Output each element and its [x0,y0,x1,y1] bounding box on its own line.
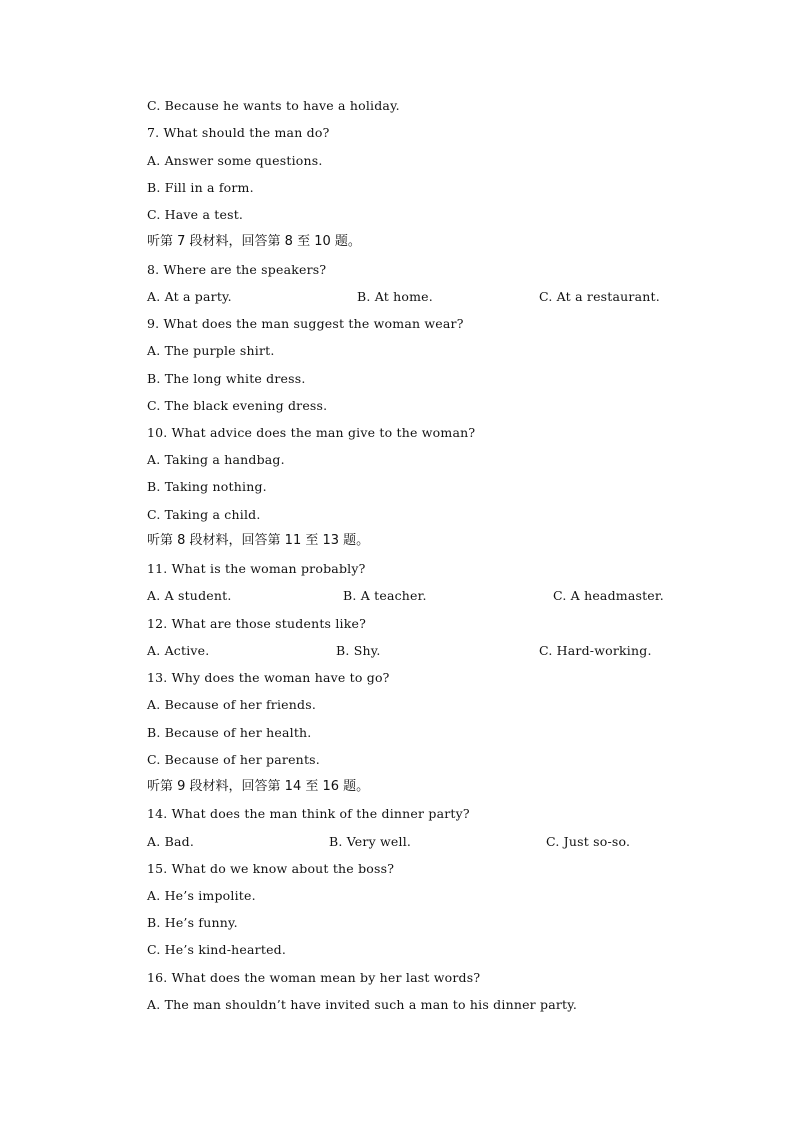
q12-option-c: C. Hard-working. [539,643,652,658]
q15-option-b: B. He’s funny. [147,915,238,930]
q16-option-a: A. The man shouldn’t have invited such a man to his dinner party. [147,997,578,1012]
question-8: 8. Where are the speakers? [147,262,327,277]
q9-option-c: C. The black evening dress. [147,398,328,413]
q14-option-c: C. Just so-so. [546,834,631,849]
question-13: 13. Why does the woman have to go? [147,670,390,685]
q12-option-a: A. Active. [147,643,210,658]
q13-option-c: C. Because of her parents. [147,752,320,767]
q13-option-a: A. Because of her friends. [147,697,317,712]
section-heading-8: 听第 8 段材料，回答第 11 至 13 题。 [147,533,370,548]
q15-option-c: C. He’s kind-hearted. [147,942,287,957]
question-15: 15. What do we know about the boss? [147,861,395,876]
question-16: 16. What does the woman mean by her last words? [147,970,481,985]
q14-option-a: A. Bad. [147,834,194,849]
q10-option-c: C. Taking a child. [147,507,261,522]
q15-option-a: A. He’s impolite. [147,888,256,903]
q11-option-b: B. A teacher. [343,588,427,603]
q7-option-a: A. Answer some questions. [147,153,323,168]
section-heading-9: 听第 9 段材料，回答第 14 至 16 题。 [147,779,370,794]
q8-option-c: C. At a restaurant. [539,289,660,304]
question-14: 14. What does the man think of the dinner party? [147,806,470,821]
q9-option-a: A. The purple shirt. [147,343,275,358]
q7-option-b: B. Fill in a form. [147,180,254,195]
q11-option-a: A. A student. [147,588,232,603]
q8-option-b: B. At home. [357,289,433,304]
q12-option-b: B. Shy. [336,643,381,658]
q10-option-b: B. Taking nothing. [147,479,267,494]
section-heading-7: 听第 7 段材料，回答第 8 至 10 题。 [147,234,361,249]
question-12: 12. What are those students like? [147,616,367,631]
q7-option-c: C. Have a test. [147,207,244,222]
question-7: 7. What should the man do? [147,125,330,140]
q6-option-c: C. Because he wants to have a holiday. [147,98,400,113]
question-10: 10. What advice does the man give to the woman? [147,425,476,440]
question-11: 11. What is the woman probably? [147,561,366,576]
q13-option-b: B. Because of her health. [147,725,312,740]
question-9: 9. What does the man suggest the woman wear? [147,316,464,331]
q10-option-a: A. Taking a handbag. [147,452,285,467]
q8-option-a: A. At a party. [147,289,232,304]
q11-option-c: C. A headmaster. [553,588,664,603]
q14-option-b: B. Very well. [329,834,412,849]
q9-option-b: B. The long white dress. [147,371,306,386]
